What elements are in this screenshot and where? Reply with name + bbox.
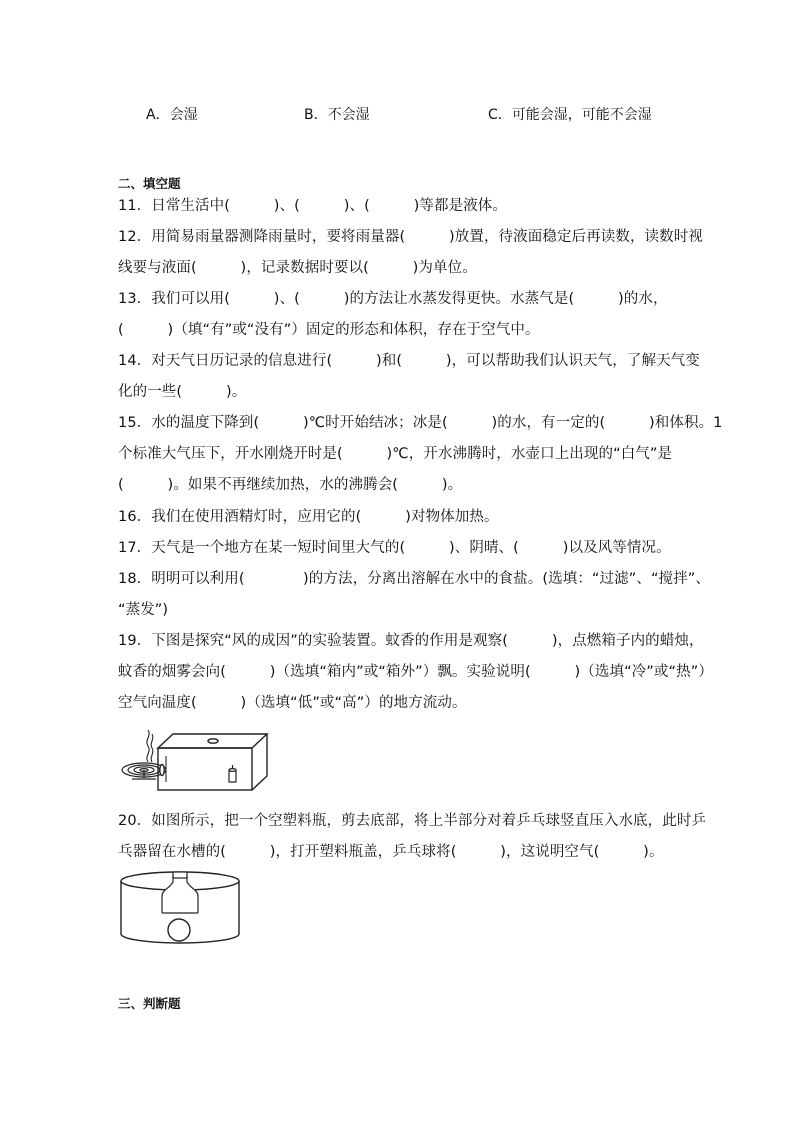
section-title-fill: 二、填空题 — [118, 176, 181, 191]
question-line: 14．对天气日历记录的信息进行( )和( )，可以帮助我们认识天气，了解天气变 — [118, 353, 700, 369]
plastic-bottle-icon — [162, 872, 198, 913]
question-18 — [118, 564, 710, 626]
question-19 — [118, 626, 713, 719]
box-icon — [158, 734, 267, 790]
option-b: B．不会湿 — [304, 107, 370, 123]
bottle-tank-figure — [118, 868, 242, 944]
question-15 — [118, 408, 723, 501]
question-line: 19．下图是探究“风的成因”的实验装置。蚊香的作用是观察( )，点燃箱子内的蜡烛， — [118, 633, 704, 649]
question-line: 13．我们可以用( )、( )的方法让水蒸发得更快。水蒸气是( )的水， — [118, 291, 668, 307]
question-13 — [118, 284, 688, 346]
question-line: 16．我们在使用酒精灯时，应用它的( )对物体加热。 — [118, 509, 499, 525]
question-11 — [118, 191, 688, 222]
question-line: 15．水的温度下降到( )℃时开始结冰；冰是( )的水，有一定的( )和体积。1 — [118, 415, 723, 431]
question-17 — [118, 533, 688, 564]
wind-experiment-figure — [118, 726, 270, 794]
question-20 — [118, 806, 707, 868]
question-line: 20．如图所示，把一个空塑料瓶，剪去底部，将上半部分对着乒乓球竖直压入水底，此时乒 — [118, 813, 707, 829]
question-line: 化的一些( )。 — [118, 384, 247, 400]
question-line: 17．天气是一个地方在某一短时间里大气的( )、阴晴、( )以及风等情况。 — [118, 540, 671, 556]
section-title-judge: 三、判断题 — [118, 996, 181, 1011]
candle-icon — [229, 765, 236, 782]
smoke-icon — [147, 730, 153, 762]
question-16 — [118, 502, 688, 533]
question-line: 空气向温度( )（选填“低”或“高”）的地方流动。 — [118, 695, 467, 711]
answer-options — [0, 104, 794, 124]
question-line: 18．明明可以利用( )的方法，分离出溶解在水中的食盐。(选填：“过滤”、“搅拌”、 — [118, 571, 710, 587]
question-line: 11．日常生活中( )、( )、( )等都是液体。 — [118, 198, 507, 214]
question-line: 线要与液面( )，记录数据时要以( )为单位。 — [118, 260, 477, 276]
question-12 — [118, 222, 703, 284]
question-14 — [118, 346, 700, 408]
question-line: 个标准大气压下，开水刚烧开时是( )℃，开水沸腾时，水壶口上出现的“白气”是 — [118, 446, 673, 462]
question-line: 蚊香的烟雾会向( )（选填“箱内”或“箱外”）飘。实验说明( )（选填“冷”或“热”） — [118, 664, 713, 680]
ping-pong-ball-icon — [168, 919, 190, 941]
option-a: A．会湿 — [146, 107, 198, 123]
question-line: ( )（填“有”或“没有”）固定的形态和体积，存在于空气中。 — [118, 322, 540, 338]
question-line: “蒸发”) — [118, 602, 169, 618]
question-line: 12．用简易雨量器测降雨量时，要将雨量器( )放置，待液面稳定后再读数，读数时视 — [118, 229, 703, 245]
option-c: C．可能会湿，可能不会湿 — [488, 107, 652, 123]
question-line: ( )。如果不再继续加热，水的沸腾会( )。 — [118, 477, 463, 493]
question-line: 乓器留在水槽的( )，打开塑料瓶盖，乒乓球将( )，这说明空气( )。 — [118, 844, 664, 860]
